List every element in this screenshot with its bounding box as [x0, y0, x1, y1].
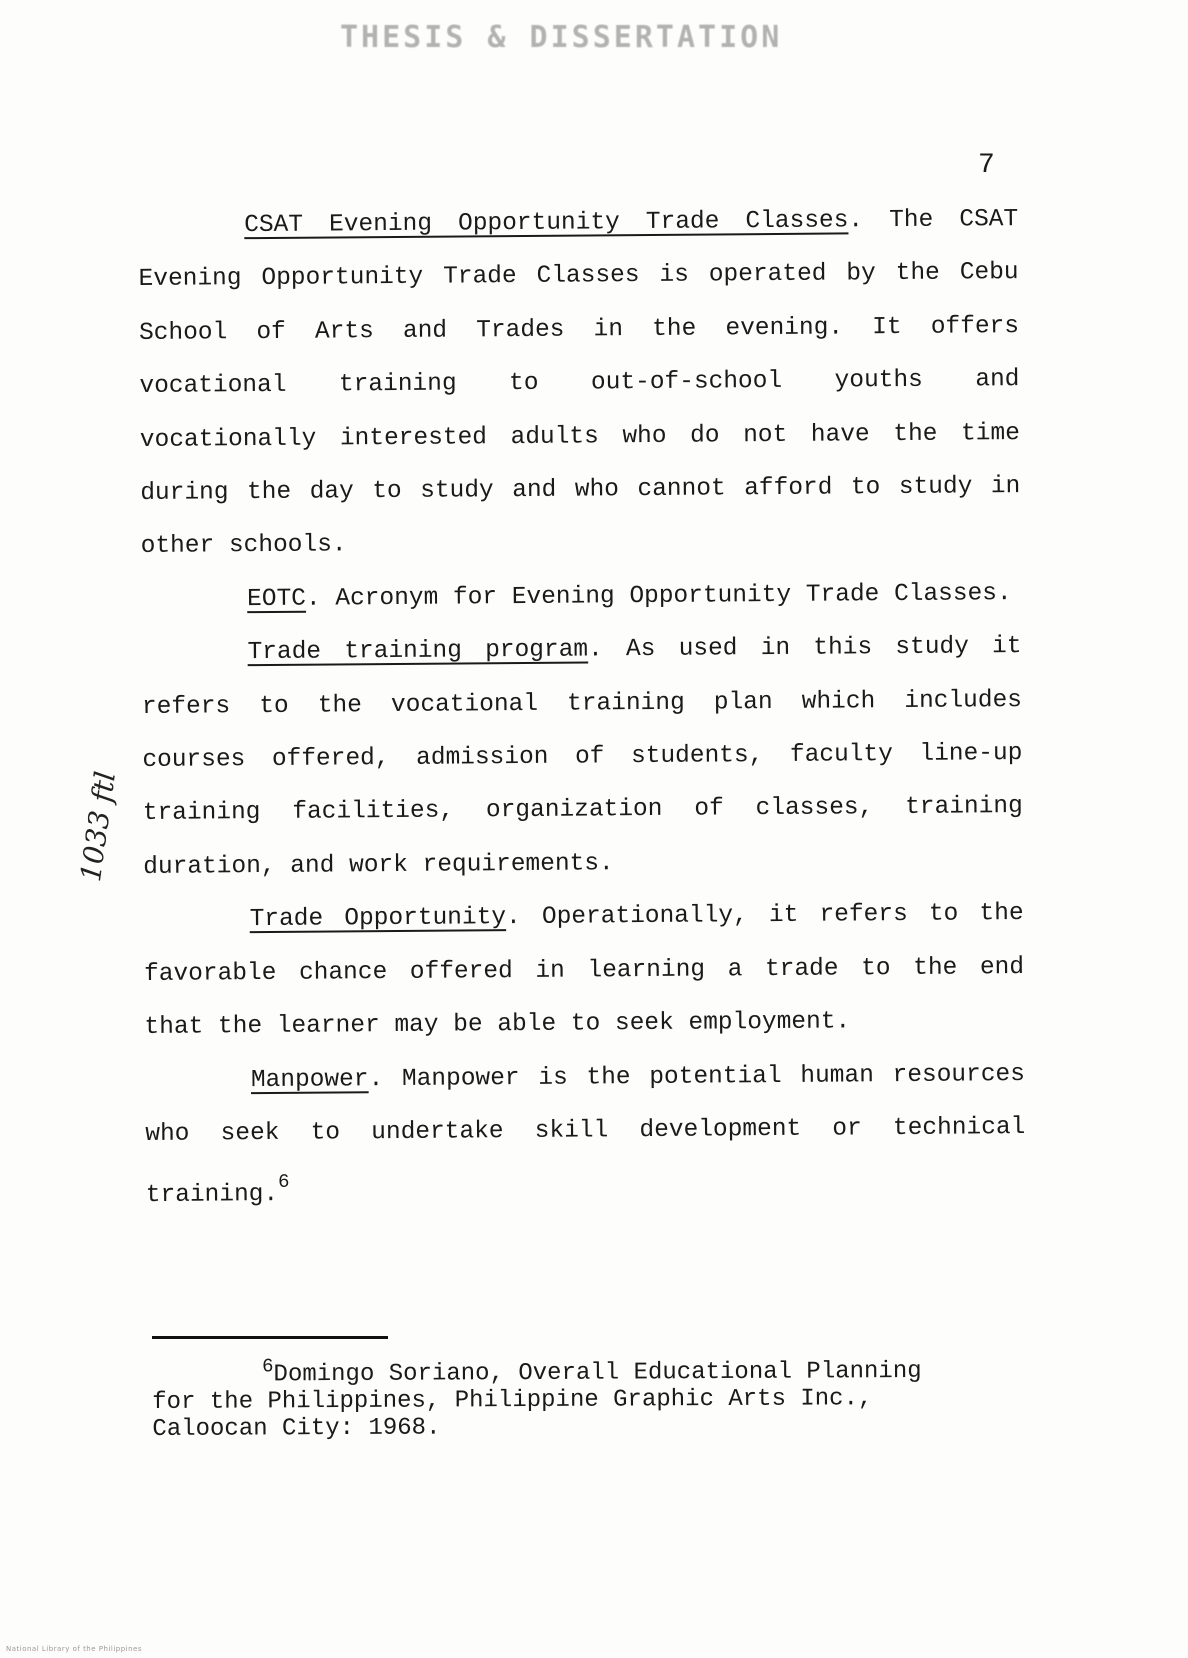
definition-term: Trade Opportunity: [249, 904, 507, 934]
handwritten-margin-note: 1033 ftl: [73, 769, 123, 884]
footnote-line: [152, 1349, 1012, 1389]
scan-credit: National Library of the Philippines: [6, 1645, 142, 1653]
footnote-marker: 6: [262, 1355, 274, 1378]
definition-text: . The CSAT Evening Opportunity Trade Classes is operated by the Cebu School of Arts and Trades in the evening. It offers vocational training to out-of-school youths and vocationally interested adults who do not have the time during the day to study and who cannot afford to study in other schools.: [138, 206, 1021, 561]
definition-paragraph: [141, 620, 1023, 894]
footnote-line: Caloocan City: 1968.: [152, 1414, 441, 1443]
footnote-reference: 6: [277, 1171, 290, 1194]
definition-text: . Operationally, it refers to the favorable chance offered in learning a trade to the end that the learner may be able to seek employment.: [143, 900, 1025, 1042]
definition-text: . Manpower is the potential human resources who seek to undertake skill development or technical training.: [145, 1060, 1026, 1210]
footnote: [152, 1349, 1012, 1443]
definition-paragraph: [143, 887, 1024, 1054]
definition-paragraph: [145, 1048, 1026, 1223]
definition-paragraph: [141, 567, 1021, 627]
definition-term: CSAT Evening Opportunity Trade Classes: [244, 207, 849, 240]
definition-term: Manpower: [250, 1065, 369, 1094]
definition-text: . As used in this study it refers to the vocational training plan which includes courses offered, admission of students, faculty line-up training facilities, organization of classes, training duration, and work requirements.: [141, 633, 1023, 881]
definition-term: EOTC: [247, 585, 307, 613]
page-number: 7: [978, 150, 995, 181]
definitions-body: [138, 193, 1026, 1223]
definition-paragraph: [138, 193, 1021, 574]
footnote-line: for the Philippines, Philippine Graphic Arts Inc.,: [152, 1385, 873, 1416]
footnote-divider: [152, 1336, 388, 1339]
archive-stamp: THESIS & DISSERTATION: [340, 20, 783, 55]
definition-text: . Acronym for Evening Opportunity Trade Classes.: [305, 579, 1012, 613]
footnote-text: Domingo Soriano, Overall Educational Planning: [273, 1357, 922, 1389]
definition-term: Trade training program: [247, 636, 589, 667]
